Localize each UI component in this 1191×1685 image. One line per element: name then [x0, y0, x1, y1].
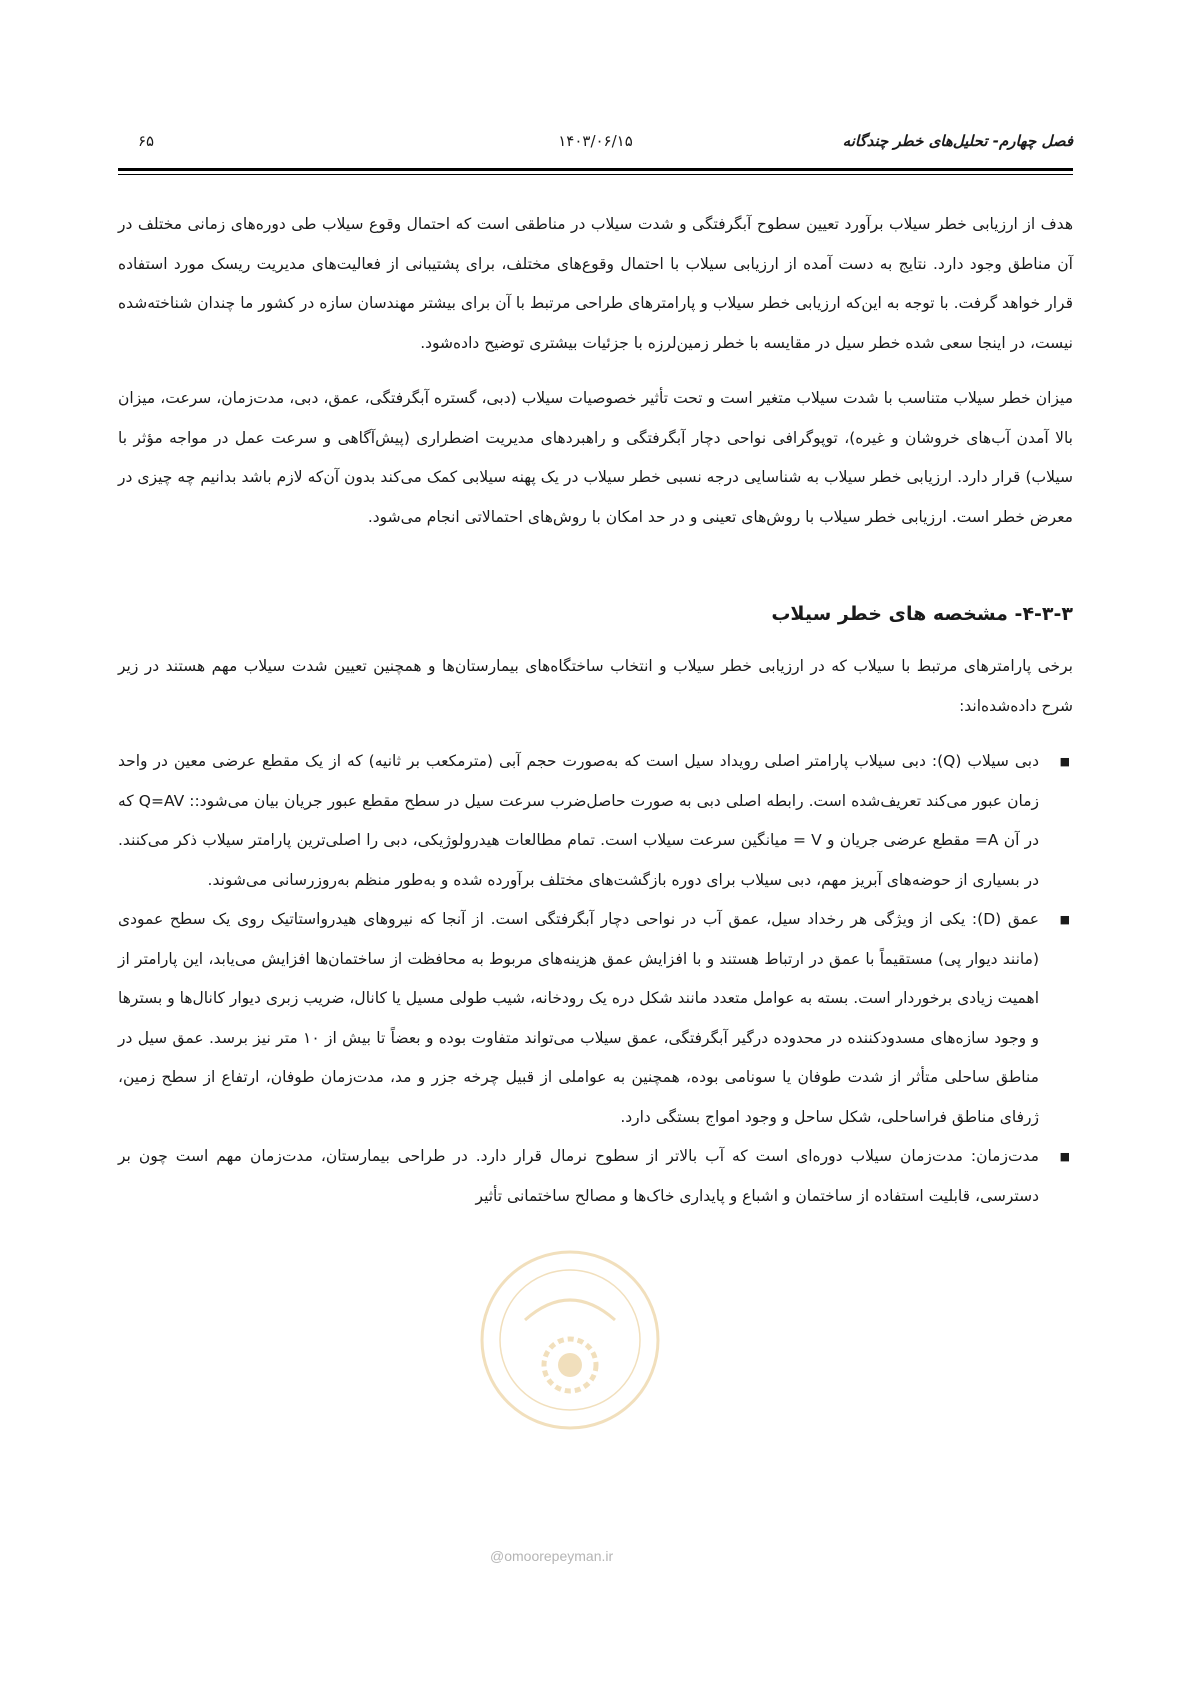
bullet-icon: ■	[1059, 1150, 1070, 1163]
list-item-text: دبی سیلاب (Q): دبی سیلاب پارامتر اصلی رویداد سیل است که به‌صورت حجم آبی (مترمکعب بر ثانیه) که از یک مقطع عرضی معین در واحد زمان عبور می‌کند تعریف‌شده است. رابطه اصلی دبی به صورت حاصل‌ضرب سرعت سیل در سطح مقطع عبور جریان بیان می‌شود:: Q=AV که در آن A= مقطع عرضی جریان و V = میانگین سرعت سیلاب است. تمام مطالعات هیدرولوژیکی، دبی را اصلی‌ترین پارامتر سیلاب ذکر می‌کنند. در بسیاری از حوضه‌های آبریز مهم، دبی سیلاب برای دوره بازگشت‌های مختلف برآورده شده و به‌طور منظم به‌روزرسانی می‌شوند.	[118, 752, 1040, 889]
list-item-text: عمق (D): یکی از ویژگی هر رخداد سیل، عمق آب در نواحی دچار آبگرفتگی است. از آنجا که نیروهای هیدرواستاتیک روی یک سطح عمودی (مانند دیوار پی) مستقیماً با عمق در ارتباط هستند و با افزایش عمق هزینه‌های مربوط به محافظت از ساختمان‌ها افزایش می‌یابد، این پارامتر از اهمیت زیادی برخوردار است. بسته به عوامل متعدد مانند شکل دره یک رودخانه، شیب طولی مسیل یا کانال، ضریب زبری دیوار کانال‌ها و بسترها و وجود سازه‌های مسدودکننده در محدوده درگیر آبگرفتگی، عمق سیلاب می‌تواند متفاوت بوده و بعضاً تا بیش از ۱۰ متر نیز برسد. عمق سیل در مناطق ساحلی متأثر از شدت طوفان یا سونامی بوده، همچنین به عواملی از قبیل چرخه جزر و مد، مدت‌زمان طوفان، ارتفاع از سطح زمین، ژرفای مناطق فراساحلی، شکل ساحل و وجود امواج بستگی دارد.	[118, 910, 1040, 1126]
paragraph-parameters-intro: برخی پارامترهای مرتبط با سیلاب که در ارزیابی خطر سیلاب و انتخاب ساختگاه‌های بیمارستان‌ها و همچنین تعیین شدت سیلاب مهم هستند در زیر شرح داده‌شده‌اند:	[118, 657, 1073, 715]
list-item-text: مدت‌زمان: مدت‌زمان سیلاب دوره‌ای است که آب بالاتر از سطوح نرمال قرار دارد. در طراحی بیمارستان، مدت‌زمان مهم است چون بر دسترسی، قابلیت استفاده از ساختمان و اشباع و پایداری خاک‌ها و مصالح ساختمانی تأثیر	[118, 1147, 1039, 1205]
list-item-duration	[118, 1137, 1073, 1216]
list-item-discharge	[118, 742, 1073, 900]
page-number: ۶۵	[138, 132, 155, 150]
watermark-text: @omoorepeyman.ir	[490, 1548, 614, 1564]
chapter-title: فصل چهارم- تحلیل‌های خطر چندگانه	[842, 132, 1073, 150]
page-content	[118, 205, 1073, 1216]
bullet-icon: ■	[1059, 755, 1070, 768]
page-header	[118, 128, 1073, 168]
parameters-list	[118, 742, 1073, 1216]
paragraph-flood-assessment-goal: هدف از ارزیابی خطر سیلاب برآورد تعیین سطوح آبگرفتگی و شدت سیلاب در مناطقی است که احتمال وقوع سیلاب طی دوره‌های زمانی مختلف در آن مناطق وجود دارد. نتایج به دست آمده از ارزیابی سیلاب با احتمال وقوع‌های مختلف، برای پشتیبانی از فعالیت‌های مدیریت ریسک مورد استفاده قرار خواهد گرفت. با توجه به این‌که ارزیابی خطر سیلاب و پارامترهای طراحی مرتبط با آن برای بیشتر مهندسان سازه در کشور ما چندان شناخته‌شده نیست، در اینجا سعی شده خطر سیل در مقایسه با خطر زمین‌لرزه با جزئیات بیشتری توضیح داده‌شود.	[118, 215, 1073, 352]
bullet-icon: ■	[1059, 913, 1070, 926]
header-rule-thick	[118, 168, 1073, 171]
header-rule-thin	[118, 174, 1073, 175]
watermark-seal-icon	[470, 1240, 670, 1440]
section-heading: ۴-۳-۳- مشخصه های خطر سیلاب	[771, 603, 1073, 625]
paragraph-flood-hazard-level: میزان خطر سیلاب متناسب با شدت سیلاب متغیر است و تحت تأثیر خصوصیات سیلاب (دبی، گستره آبگرفتگی، عمق، دبی، مدت‌زمان، سرعت، میزان بالا آمدن آب‌های خروشان و غیره)، توپوگرافی نواحی دچار آبگرفتگی و راهبردهای مدیریت اضطراری (پیش‌آگاهی و سرعت عمل در مواجه مؤثر با سیلاب) قرار دارد. ارزیابی خطر سیلاب به شناسایی درجه نسبی خطر سیلاب در یک پهنه سیلابی کمک می‌کند بدون آن‌که لازم باشد بدانیم چه چیزی در معرض خطر است. ارزیابی خطر سیلاب با روش‌های تعینی و در حد امکان با روش‌های احتمالاتی انجام می‌شود.	[118, 389, 1073, 526]
header-date: ۱۴۰۳/۰۶/۱۵	[558, 132, 633, 150]
list-item-depth	[118, 900, 1073, 1137]
